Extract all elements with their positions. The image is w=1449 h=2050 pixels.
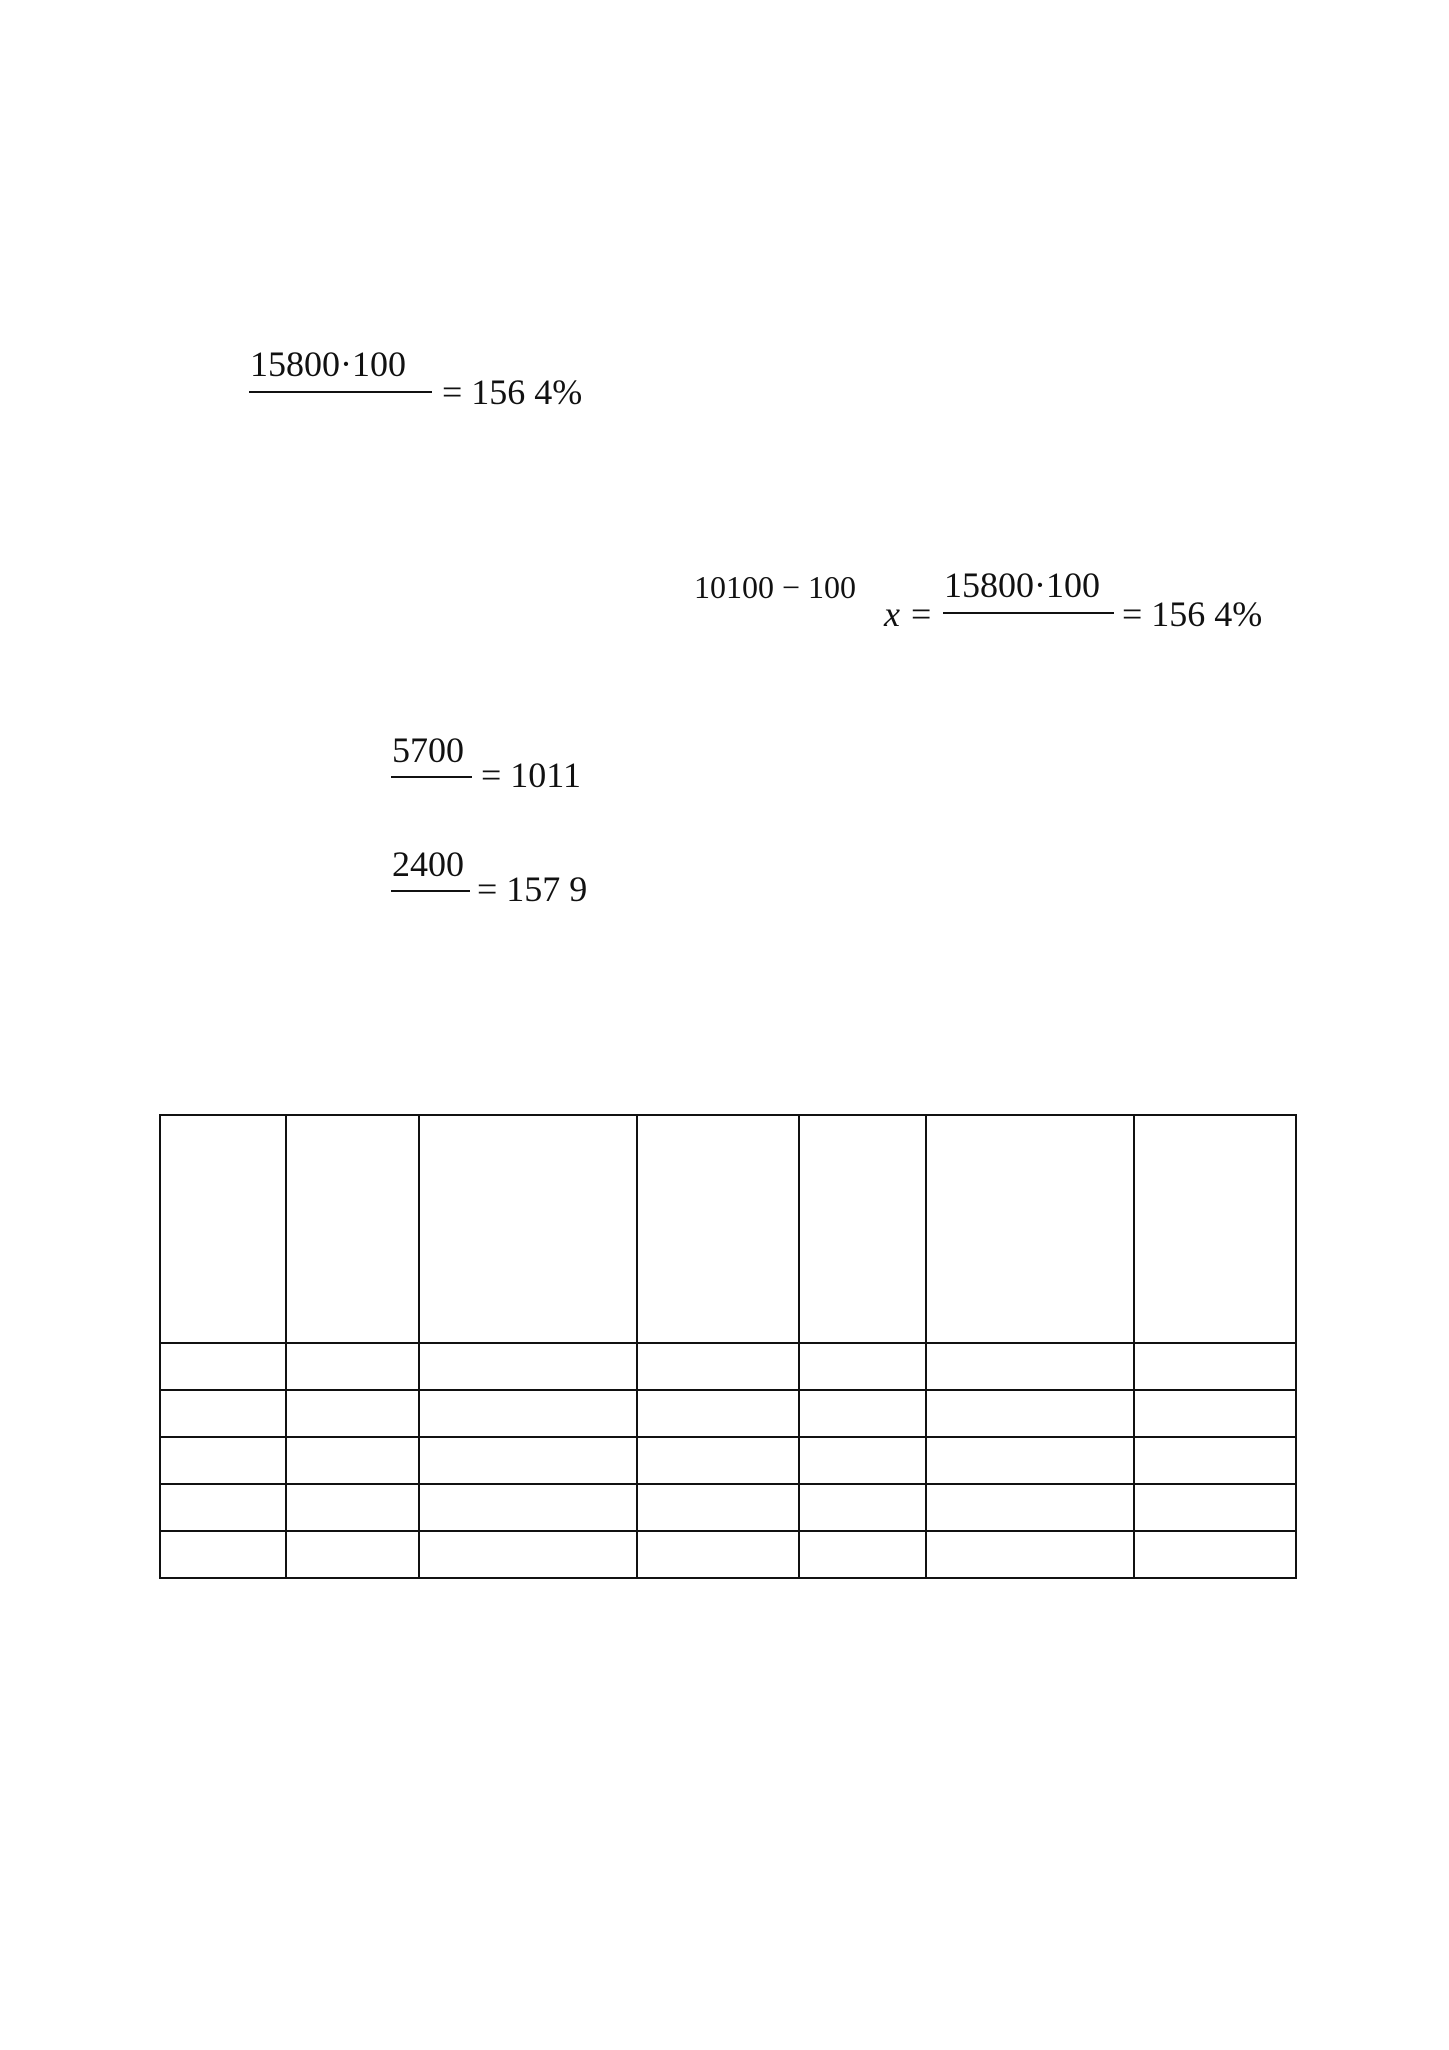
table-cell (160, 1343, 286, 1390)
formula-2-equals: = (911, 594, 932, 634)
table-cell (1134, 1343, 1296, 1390)
formula-2-fraction-bar (943, 612, 1114, 614)
table-cell (637, 1484, 799, 1531)
table-cell (926, 1343, 1134, 1390)
table-cell (1134, 1390, 1296, 1437)
formula-2-variable: x (884, 594, 900, 634)
table-cell (799, 1531, 926, 1578)
table-cell (637, 1390, 799, 1437)
table-cell (160, 1390, 286, 1437)
table-cell (419, 1390, 637, 1437)
formula-3-fraction-bar (391, 776, 472, 778)
formula-1-fraction-bar (249, 391, 432, 393)
table-header-cell (286, 1115, 419, 1343)
table-cell (1134, 1484, 1296, 1531)
formula-4-numerator: 2400 (392, 844, 464, 884)
table-cell (1134, 1531, 1296, 1578)
table-cell (286, 1343, 419, 1390)
table-cell (1134, 1437, 1296, 1484)
table-row (160, 1390, 1296, 1437)
table-row (160, 1343, 1296, 1390)
formula-4-fraction-bar (391, 890, 470, 892)
table-cell (419, 1437, 637, 1484)
formula-2-numerator: 15800·100 (944, 565, 1100, 605)
table-cell (419, 1531, 637, 1578)
table-cell (160, 1531, 286, 1578)
formula-2-left-expression: 10100 − 100 (694, 569, 857, 605)
table-header-cell (1134, 1115, 1296, 1343)
table-header-cell (799, 1115, 926, 1343)
table-cell (799, 1437, 926, 1484)
formula-3-result: = 1011 (481, 755, 581, 795)
formula-2-result: = 156 4% (1122, 594, 1263, 634)
table-cell (799, 1484, 926, 1531)
table-cell (286, 1437, 419, 1484)
table-cell (799, 1390, 926, 1437)
table-row (160, 1484, 1296, 1531)
formula-1-result: = 156 4% (442, 372, 583, 412)
table-row (160, 1437, 1296, 1484)
formula-1-numerator: 15800·100 (250, 344, 406, 384)
data-table (159, 1114, 1297, 1579)
table-cell (799, 1343, 926, 1390)
table-cell (926, 1437, 1134, 1484)
formula-3-numerator: 5700 (392, 730, 464, 770)
table-header-cell (926, 1115, 1134, 1343)
table-cell (160, 1437, 286, 1484)
table-cell (286, 1390, 419, 1437)
table-cell (926, 1531, 1134, 1578)
table-cell (286, 1531, 419, 1578)
table-cell (637, 1531, 799, 1578)
table-header-cell (160, 1115, 286, 1343)
table-cell (637, 1437, 799, 1484)
table-cell (419, 1343, 637, 1390)
formula-4-result: = 157 9 (477, 869, 588, 909)
table-cell (637, 1343, 799, 1390)
table-cell (160, 1484, 286, 1531)
table-cell (926, 1484, 1134, 1531)
table-cell (286, 1484, 419, 1531)
table-row (160, 1531, 1296, 1578)
table-cell (926, 1390, 1134, 1437)
table-header-row (160, 1115, 1296, 1343)
table-cell (419, 1484, 637, 1531)
table-header-cell (637, 1115, 799, 1343)
table-header-cell (419, 1115, 637, 1343)
